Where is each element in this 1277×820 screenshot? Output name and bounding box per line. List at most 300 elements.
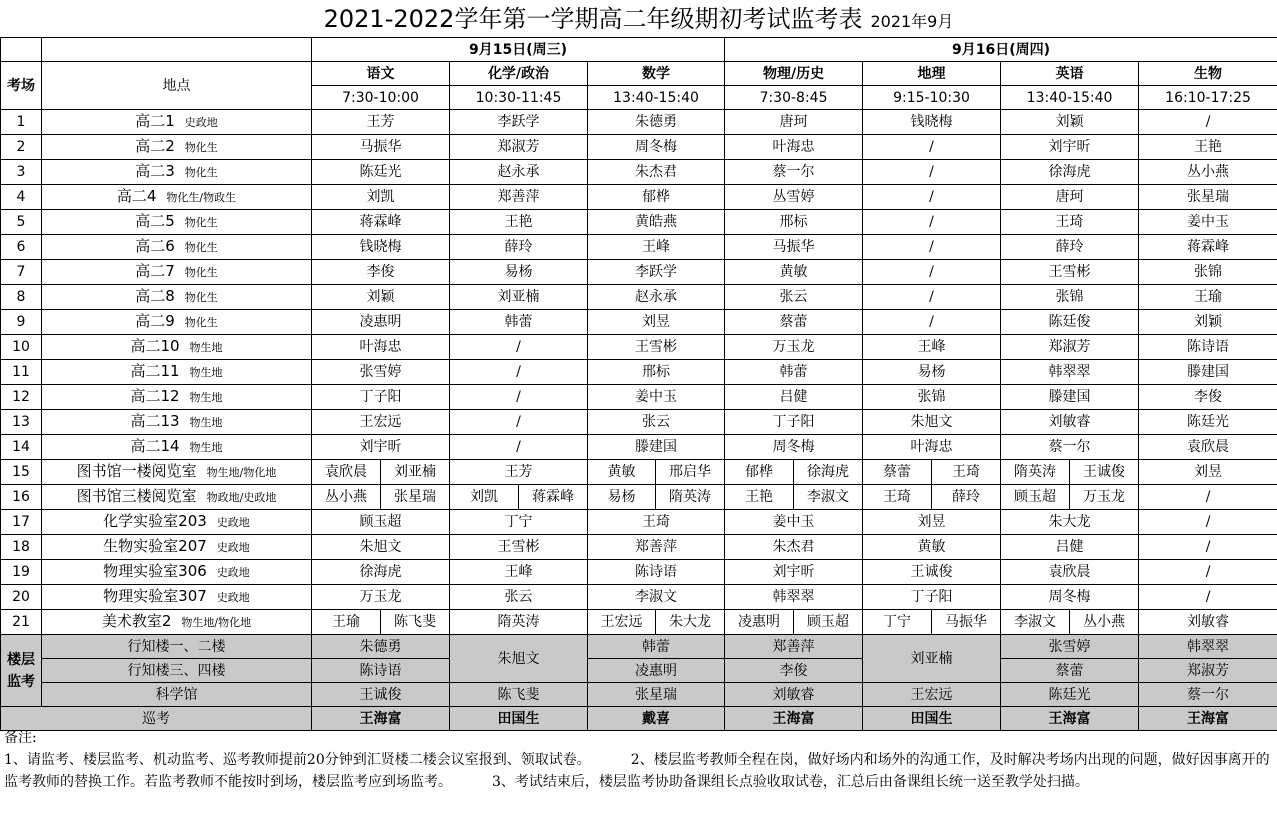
proctor-cell: 王琦 bbox=[1001, 210, 1139, 235]
proctor-cell: 丁子阳 bbox=[863, 585, 1001, 610]
proctor-cell: / bbox=[1139, 560, 1277, 585]
proctor-cell: 郑淑芳 bbox=[1001, 335, 1139, 360]
proctor-cell: / bbox=[863, 160, 1001, 185]
room-tag: 物政地/史政地 bbox=[206, 491, 277, 504]
proctor-cell: 蒋霖峰 bbox=[519, 485, 588, 510]
floor-location: 科学馆 bbox=[42, 683, 312, 707]
table-row bbox=[1, 285, 1277, 310]
room-number: 16 bbox=[1, 485, 42, 510]
proctor-cell: 马振华 bbox=[725, 235, 863, 260]
floor-proctor: 陈诗语 bbox=[312, 659, 450, 683]
proctor-cell: 唐珂 bbox=[725, 110, 863, 135]
room-tag: 物化生 bbox=[184, 291, 218, 304]
proctor-cell: 李淑文 bbox=[794, 485, 863, 510]
room-number: 7 bbox=[1, 260, 42, 285]
floor-proctor: 郑淑芳 bbox=[1139, 659, 1277, 683]
room-tag: 物生地 bbox=[189, 366, 223, 379]
proctor-cell: 袁欣晨 bbox=[312, 460, 381, 485]
proctor-cell: / bbox=[450, 410, 588, 435]
floor-location: 行知楼一、二楼 bbox=[42, 635, 312, 659]
room-location bbox=[42, 560, 312, 585]
proctor-cell: 叶海忠 bbox=[863, 435, 1001, 460]
table-row bbox=[1, 185, 1277, 210]
proctor-cell: 刘宇昕 bbox=[1001, 135, 1139, 160]
time-header: 7:30-10:00 bbox=[312, 86, 450, 110]
schedule-table bbox=[0, 37, 1277, 731]
room-location bbox=[42, 385, 312, 410]
proctor-cell: / bbox=[450, 435, 588, 460]
proctor-cell: 韩蕾 bbox=[725, 360, 863, 385]
location-header: 地点 bbox=[42, 62, 312, 110]
room-number: 17 bbox=[1, 510, 42, 535]
proctor-cell: 吕健 bbox=[725, 385, 863, 410]
floor-proctor: 郑善萍 bbox=[725, 635, 863, 659]
room-name: 高二10 bbox=[130, 337, 180, 355]
proctor-cell: 蒋霖峰 bbox=[312, 210, 450, 235]
room-number: 14 bbox=[1, 435, 42, 460]
proctor-cell: / bbox=[863, 260, 1001, 285]
proctor-cell: 王诚俊 bbox=[1070, 460, 1139, 485]
proctor-cell: 黄敏 bbox=[725, 260, 863, 285]
floor-proctor: 王诚俊 bbox=[312, 683, 450, 707]
table-row bbox=[1, 360, 1277, 385]
room-tag: 物生地 bbox=[189, 341, 223, 354]
subject-header: 化学/政治 bbox=[450, 62, 588, 86]
room-tag: 物化生 bbox=[184, 266, 218, 279]
proctor-cell: 郑善萍 bbox=[450, 185, 588, 210]
patrol-proctor: 田国生 bbox=[863, 707, 1001, 731]
room-name: 高二9 bbox=[135, 312, 175, 330]
proctor-cell: 顾玉超 bbox=[794, 610, 863, 635]
floor-proctor: 王宏远 bbox=[863, 683, 1001, 707]
title-main: 2021-2022学年第一学期高二年级期初考试监考表 bbox=[323, 5, 863, 33]
proctor-cell: 李俊 bbox=[1139, 385, 1277, 410]
room-tag: 物生地/物化地 bbox=[206, 466, 277, 479]
proctor-cell: 赵永承 bbox=[450, 160, 588, 185]
subject-header: 物理/历史 bbox=[725, 62, 863, 86]
room-number: 18 bbox=[1, 535, 42, 560]
room-number: 19 bbox=[1, 560, 42, 585]
proctor-cell: 王雪彬 bbox=[1001, 260, 1139, 285]
floor-row bbox=[1, 635, 1277, 659]
room-tag: 物生地 bbox=[189, 416, 223, 429]
proctor-cell: 李俊 bbox=[312, 260, 450, 285]
notes bbox=[4, 727, 1272, 793]
proctor-cell: / bbox=[450, 360, 588, 385]
room-location bbox=[42, 335, 312, 360]
proctor-cell: 易杨 bbox=[863, 360, 1001, 385]
room-tag: 史政地 bbox=[184, 116, 218, 129]
proctor-cell: 刘昱 bbox=[863, 510, 1001, 535]
proctor-cell: 徐海虎 bbox=[312, 560, 450, 585]
room-tag: 物化生 bbox=[184, 216, 218, 229]
proctor-cell: 滕建国 bbox=[588, 435, 725, 460]
room-tag: 史政地 bbox=[216, 516, 250, 529]
floor-proctor: 陈廷光 bbox=[1001, 683, 1139, 707]
proctor-cell: 王艳 bbox=[1139, 135, 1277, 160]
proctor-cell: 丛小燕 bbox=[1070, 610, 1139, 635]
room-tag: 史政地 bbox=[216, 541, 250, 554]
proctor-cell: 刘昱 bbox=[588, 310, 725, 335]
proctor-cell: 蔡蕾 bbox=[725, 310, 863, 335]
room-location bbox=[42, 185, 312, 210]
proctor-cell: 易杨 bbox=[588, 485, 656, 510]
room-number: 10 bbox=[1, 335, 42, 360]
proctor-cell: 吕健 bbox=[1001, 535, 1139, 560]
room-location bbox=[42, 235, 312, 260]
table-row bbox=[1, 435, 1277, 460]
proctor-cell: 万玉龙 bbox=[1070, 485, 1139, 510]
room-name: 高二11 bbox=[130, 362, 180, 380]
room-name: 高二6 bbox=[135, 237, 175, 255]
proctor-cell: 张雪婷 bbox=[312, 360, 450, 385]
proctor-cell: 丛雪婷 bbox=[725, 185, 863, 210]
proctor-cell: 王芳 bbox=[450, 460, 588, 485]
proctor-cell: 唐珂 bbox=[1001, 185, 1139, 210]
note-2: 2、楼层监考教师全程在岗，做好场内和场外的沟通工作，及时解决考场内出现的问题，做好因事离开的监考教师的替换工作。若监考教师不能按时到场，楼层监考应到场监考。 bbox=[4, 752, 1270, 790]
proctor-cell: 姜中玉 bbox=[588, 385, 725, 410]
room-tag: 物化生 bbox=[184, 316, 218, 329]
subject-header: 语文 bbox=[312, 62, 450, 86]
room-location bbox=[42, 260, 312, 285]
proctor-cell: 万玉龙 bbox=[312, 585, 450, 610]
room-name: 高二2 bbox=[135, 137, 175, 155]
blank-cell bbox=[1, 38, 42, 62]
proctor-cell: 李淑文 bbox=[588, 585, 725, 610]
time-header: 10:30-11:45 bbox=[450, 86, 588, 110]
proctor-cell: 王雪彬 bbox=[588, 335, 725, 360]
room-name: 高二1 bbox=[135, 112, 175, 130]
proctor-cell: 陈廷光 bbox=[312, 160, 450, 185]
proctor-cell: / bbox=[863, 285, 1001, 310]
patrol-proctor: 王海富 bbox=[312, 707, 450, 731]
time-header: 13:40-15:40 bbox=[1001, 86, 1139, 110]
proctor-cell: 邢标 bbox=[588, 360, 725, 385]
room-location bbox=[42, 285, 312, 310]
proctor-cell: 张锦 bbox=[1001, 285, 1139, 310]
proctor-cell: 王宏远 bbox=[312, 410, 450, 435]
proctor-cell: 丁子阳 bbox=[312, 385, 450, 410]
floor-proctor: 陈飞斐 bbox=[450, 683, 588, 707]
proctor-cell: 陈廷俊 bbox=[1001, 310, 1139, 335]
proctor-cell: 王雪彬 bbox=[450, 535, 588, 560]
floor-proctor: 韩蕾 bbox=[588, 635, 725, 659]
proctor-cell: / bbox=[1139, 535, 1277, 560]
proctor-cell: 张锦 bbox=[1139, 260, 1277, 285]
proctor-cell: 王峰 bbox=[863, 335, 1001, 360]
note-3: 3、考试结束后，楼层监考协助备课组长点验收取试卷，汇总后由备课组长统一送至教学处扫描。 bbox=[492, 774, 1089, 790]
proctor-cell: / bbox=[1139, 110, 1277, 135]
proctor-cell: 李跃学 bbox=[588, 260, 725, 285]
proctor-cell: / bbox=[863, 235, 1001, 260]
proctor-cell: 朱杰君 bbox=[588, 160, 725, 185]
proctor-cell: 刘凯 bbox=[312, 185, 450, 210]
floor-proctor: 凌惠明 bbox=[588, 659, 725, 683]
table-row bbox=[1, 560, 1277, 585]
proctor-cell: 郁桦 bbox=[725, 460, 794, 485]
room-location bbox=[42, 610, 312, 635]
proctor-cell: 郑淑芳 bbox=[450, 135, 588, 160]
floor-row bbox=[1, 683, 1277, 707]
proctor-cell: 丁宁 bbox=[863, 610, 932, 635]
room-tag: 物化生/物政生 bbox=[166, 191, 237, 204]
table-row bbox=[1, 610, 1277, 635]
room-header: 考场 bbox=[1, 62, 42, 110]
proctor-cell: 刘敏睿 bbox=[1001, 410, 1139, 435]
room-name: 高二8 bbox=[135, 287, 175, 305]
day1-header: 9月15日(周三) bbox=[312, 38, 725, 62]
table-row bbox=[1, 110, 1277, 135]
proctor-cell: 郁桦 bbox=[588, 185, 725, 210]
floor-proctor: 韩翠翠 bbox=[1139, 635, 1277, 659]
proctor-cell: 凌惠明 bbox=[312, 310, 450, 335]
proctor-cell: 王琦 bbox=[932, 460, 1001, 485]
room-name: 高二7 bbox=[135, 262, 175, 280]
proctor-cell: 隋英涛 bbox=[450, 610, 588, 635]
proctor-cell: 王琦 bbox=[863, 485, 932, 510]
proctor-cell: 韩翠翠 bbox=[725, 585, 863, 610]
proctor-cell: 姜中玉 bbox=[725, 510, 863, 535]
proctor-cell: 袁欣晨 bbox=[1139, 435, 1277, 460]
room-location bbox=[42, 110, 312, 135]
proctor-cell: 张云 bbox=[450, 585, 588, 610]
floor-location: 行知楼三、四楼 bbox=[42, 659, 312, 683]
room-location bbox=[42, 435, 312, 460]
proctor-cell: / bbox=[1139, 510, 1277, 535]
floor-label: 楼层监考 bbox=[1, 635, 42, 707]
proctor-cell: 刘亚楠 bbox=[450, 285, 588, 310]
floor-proctor: 刘亚楠 bbox=[863, 635, 1001, 683]
room-name: 美术教室2 bbox=[101, 612, 172, 630]
floor-proctor: 朱德勇 bbox=[312, 635, 450, 659]
room-tag: 史政地 bbox=[216, 591, 250, 604]
proctor-cell: 丛小燕 bbox=[312, 485, 381, 510]
floor-proctor: 刘敏睿 bbox=[725, 683, 863, 707]
table-row bbox=[1, 210, 1277, 235]
subject-header: 生物 bbox=[1139, 62, 1277, 86]
floor-proctor: 朱旭文 bbox=[450, 635, 588, 683]
proctor-cell: 周冬梅 bbox=[588, 135, 725, 160]
proctor-cell: 黄敏 bbox=[863, 535, 1001, 560]
room-location bbox=[42, 485, 312, 510]
proctor-cell: 袁欣晨 bbox=[1001, 560, 1139, 585]
proctor-cell: 张云 bbox=[588, 410, 725, 435]
table-row bbox=[1, 410, 1277, 435]
room-location bbox=[42, 310, 312, 335]
proctor-cell: 韩蕾 bbox=[450, 310, 588, 335]
floor-proctor: 蔡一尔 bbox=[1139, 683, 1277, 707]
proctor-cell: 王琦 bbox=[588, 510, 725, 535]
room-location bbox=[42, 460, 312, 485]
proctor-cell: 叶海忠 bbox=[312, 335, 450, 360]
table-row bbox=[1, 535, 1277, 560]
proctor-cell: 王艳 bbox=[450, 210, 588, 235]
proctor-cell: 刘颖 bbox=[1139, 310, 1277, 335]
proctor-cell: 王瑜 bbox=[1139, 285, 1277, 310]
floor-proctor: 张雪婷 bbox=[1001, 635, 1139, 659]
proctor-cell: 陈飞斐 bbox=[381, 610, 450, 635]
table-row bbox=[1, 510, 1277, 535]
room-number: 9 bbox=[1, 310, 42, 335]
room-location bbox=[42, 585, 312, 610]
room-tag: 物生地/物化地 bbox=[181, 616, 252, 629]
proctor-cell: 丛小燕 bbox=[1139, 160, 1277, 185]
room-location bbox=[42, 360, 312, 385]
room-number: 13 bbox=[1, 410, 42, 435]
room-number: 6 bbox=[1, 235, 42, 260]
proctor-cell: 钱晓梅 bbox=[863, 110, 1001, 135]
proctor-cell: 丁宁 bbox=[450, 510, 588, 535]
proctor-cell: 钱晓梅 bbox=[312, 235, 450, 260]
proctor-cell: 张锦 bbox=[863, 385, 1001, 410]
room-tag: 物生地 bbox=[189, 441, 223, 454]
proctor-cell: 蔡蕾 bbox=[863, 460, 932, 485]
proctor-cell: 王瑜 bbox=[312, 610, 381, 635]
floor-row bbox=[1, 659, 1277, 683]
blank-cell bbox=[42, 38, 312, 62]
room-number: 21 bbox=[1, 610, 42, 635]
header-row-days bbox=[1, 38, 1277, 62]
proctor-cell: 黄皓燕 bbox=[588, 210, 725, 235]
table-row bbox=[1, 385, 1277, 410]
proctor-cell: / bbox=[863, 135, 1001, 160]
time-header: 9:15-10:30 bbox=[863, 86, 1001, 110]
room-name: 物理实验室307 bbox=[103, 587, 207, 605]
proctor-cell: 凌惠明 bbox=[725, 610, 794, 635]
room-name: 高二13 bbox=[130, 412, 180, 430]
room-tag: 史政地 bbox=[216, 566, 250, 579]
proctor-cell: 韩翠翠 bbox=[1001, 360, 1139, 385]
notes-body bbox=[4, 749, 1272, 793]
room-name: 高二12 bbox=[130, 387, 180, 405]
table-row bbox=[1, 485, 1277, 510]
room-number: 15 bbox=[1, 460, 42, 485]
proctor-cell: / bbox=[863, 310, 1001, 335]
proctor-cell: / bbox=[863, 210, 1001, 235]
room-number: 3 bbox=[1, 160, 42, 185]
room-location bbox=[42, 160, 312, 185]
room-location bbox=[42, 135, 312, 160]
room-name: 物理实验室306 bbox=[103, 562, 207, 580]
proctor-cell: 隋英涛 bbox=[656, 485, 725, 510]
note-1: 1、请监考、楼层监考、机动监考、巡考教师提前20分钟到汇贤楼二楼会议室报到、领取试卷。 bbox=[4, 752, 591, 768]
room-tag: 物化生 bbox=[184, 141, 218, 154]
proctor-cell: 邢标 bbox=[725, 210, 863, 235]
proctor-cell: 滕建国 bbox=[1001, 385, 1139, 410]
proctor-cell: 马振华 bbox=[312, 135, 450, 160]
room-number: 1 bbox=[1, 110, 42, 135]
proctor-cell: 顾玉超 bbox=[1001, 485, 1070, 510]
proctor-cell: / bbox=[450, 385, 588, 410]
table-row bbox=[1, 160, 1277, 185]
proctor-cell: 朱大龙 bbox=[656, 610, 725, 635]
proctor-cell: 王峰 bbox=[450, 560, 588, 585]
proctor-cell: 刘昱 bbox=[1139, 460, 1277, 485]
proctor-cell: 万玉龙 bbox=[725, 335, 863, 360]
proctor-cell: 刘颖 bbox=[1001, 110, 1139, 135]
proctor-cell: 郑善萍 bbox=[588, 535, 725, 560]
proctor-cell: 蒋霖峰 bbox=[1139, 235, 1277, 260]
room-tag: 物化生 bbox=[184, 166, 218, 179]
floor-proctor: 李俊 bbox=[725, 659, 863, 683]
subject-header: 数学 bbox=[588, 62, 725, 86]
proctor-cell: / bbox=[1139, 485, 1277, 510]
room-tag: 物生地 bbox=[189, 391, 223, 404]
table-row bbox=[1, 260, 1277, 285]
room-number: 8 bbox=[1, 285, 42, 310]
proctor-cell: 徐海虎 bbox=[794, 460, 863, 485]
proctor-cell: 朱杰君 bbox=[725, 535, 863, 560]
proctor-cell: 隋英涛 bbox=[1001, 460, 1070, 485]
proctor-cell: 易杨 bbox=[450, 260, 588, 285]
proctor-cell: 李淑文 bbox=[1001, 610, 1070, 635]
subject-header: 地理 bbox=[863, 62, 1001, 86]
proctor-cell: 张云 bbox=[725, 285, 863, 310]
patrol-proctor: 田国生 bbox=[450, 707, 588, 731]
proctor-cell: 蔡一尔 bbox=[725, 160, 863, 185]
proctor-cell: 王艳 bbox=[725, 485, 794, 510]
proctor-cell: / bbox=[450, 335, 588, 360]
proctor-cell: 张星瑞 bbox=[381, 485, 450, 510]
proctor-cell: 薛玲 bbox=[932, 485, 1001, 510]
proctor-cell: / bbox=[1139, 585, 1277, 610]
proctor-cell: 蔡一尔 bbox=[1001, 435, 1139, 460]
proctor-cell: 周冬梅 bbox=[1001, 585, 1139, 610]
room-location bbox=[42, 410, 312, 435]
patrol-proctor: 王海富 bbox=[1001, 707, 1139, 731]
proctor-cell: 丁子阳 bbox=[725, 410, 863, 435]
title-sub: 2021年9月 bbox=[870, 12, 954, 31]
proctor-cell: 马振华 bbox=[932, 610, 1001, 635]
room-name: 化学实验室203 bbox=[103, 512, 207, 530]
proctor-cell: 薛玲 bbox=[1001, 235, 1139, 260]
room-location bbox=[42, 535, 312, 560]
floor-proctor: 蔡蕾 bbox=[1001, 659, 1139, 683]
proctor-cell: 朱旭文 bbox=[312, 535, 450, 560]
table-row bbox=[1, 135, 1277, 160]
room-name: 高二4 bbox=[116, 187, 157, 205]
proctor-cell: 朱大龙 bbox=[1001, 510, 1139, 535]
patrol-proctor: 戴喜 bbox=[588, 707, 725, 731]
proctor-cell: 刘敏睿 bbox=[1139, 610, 1277, 635]
page-title bbox=[0, 2, 1277, 36]
proctor-cell: 陈诗语 bbox=[588, 560, 725, 585]
room-name: 图书馆三楼阅览室 bbox=[76, 487, 197, 505]
room-location bbox=[42, 210, 312, 235]
room-number: 12 bbox=[1, 385, 42, 410]
proctor-cell: 刘宇昕 bbox=[312, 435, 450, 460]
patrol-proctor: 王海富 bbox=[1139, 707, 1277, 731]
proctor-cell: 陈廷光 bbox=[1139, 410, 1277, 435]
room-number: 5 bbox=[1, 210, 42, 235]
table-row bbox=[1, 585, 1277, 610]
proctor-cell: 顾玉超 bbox=[312, 510, 450, 535]
day2-header: 9月16日(周四) bbox=[725, 38, 1277, 62]
proctor-cell: 刘亚楠 bbox=[381, 460, 450, 485]
table-row bbox=[1, 335, 1277, 360]
proctor-cell: 徐海虎 bbox=[1001, 160, 1139, 185]
time-header: 16:10-17:25 bbox=[1139, 86, 1277, 110]
room-name: 图书馆一楼阅览室 bbox=[76, 462, 197, 480]
table-row bbox=[1, 310, 1277, 335]
room-number: 20 bbox=[1, 585, 42, 610]
proctor-cell: 张星瑞 bbox=[1139, 185, 1277, 210]
subject-header: 英语 bbox=[1001, 62, 1139, 86]
proctor-cell: 姜中玉 bbox=[1139, 210, 1277, 235]
proctor-cell: 李跃学 bbox=[450, 110, 588, 135]
room-location bbox=[42, 510, 312, 535]
proctor-cell: 朱旭文 bbox=[863, 410, 1001, 435]
